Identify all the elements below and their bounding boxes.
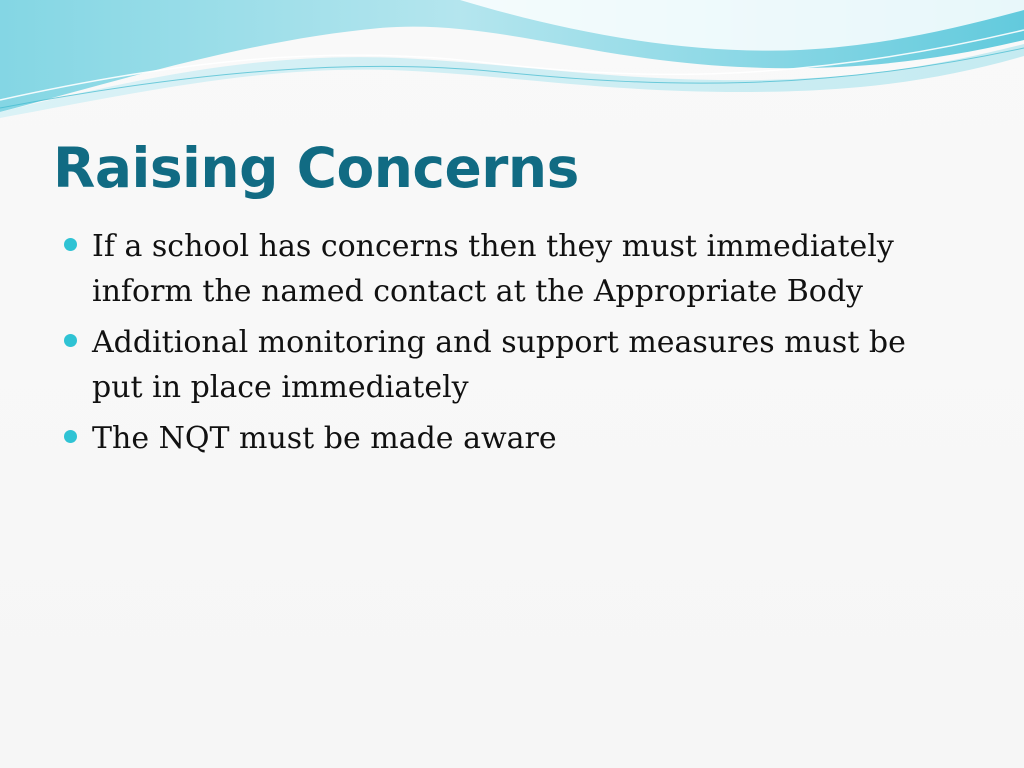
- bullet-dot-icon: [64, 334, 77, 347]
- header-wave-decoration: [0, 0, 1024, 130]
- slide-title: Raising Concerns: [53, 136, 579, 200]
- bullet-item: [64, 416, 964, 461]
- bullet-dot-icon: [64, 238, 77, 251]
- bullet-item: [64, 224, 964, 314]
- bullet-list: [64, 224, 964, 467]
- bullet-text: Additional monitoring and support measures must be put in place immediately: [92, 325, 906, 405]
- bullet-item: [64, 320, 964, 410]
- bullet-text: The NQT must be made aware: [92, 421, 557, 456]
- bullet-dot-icon: [64, 430, 77, 443]
- bullet-text: If a school has concerns then they must immediately inform the named contact at the Appropriate Body: [92, 229, 894, 309]
